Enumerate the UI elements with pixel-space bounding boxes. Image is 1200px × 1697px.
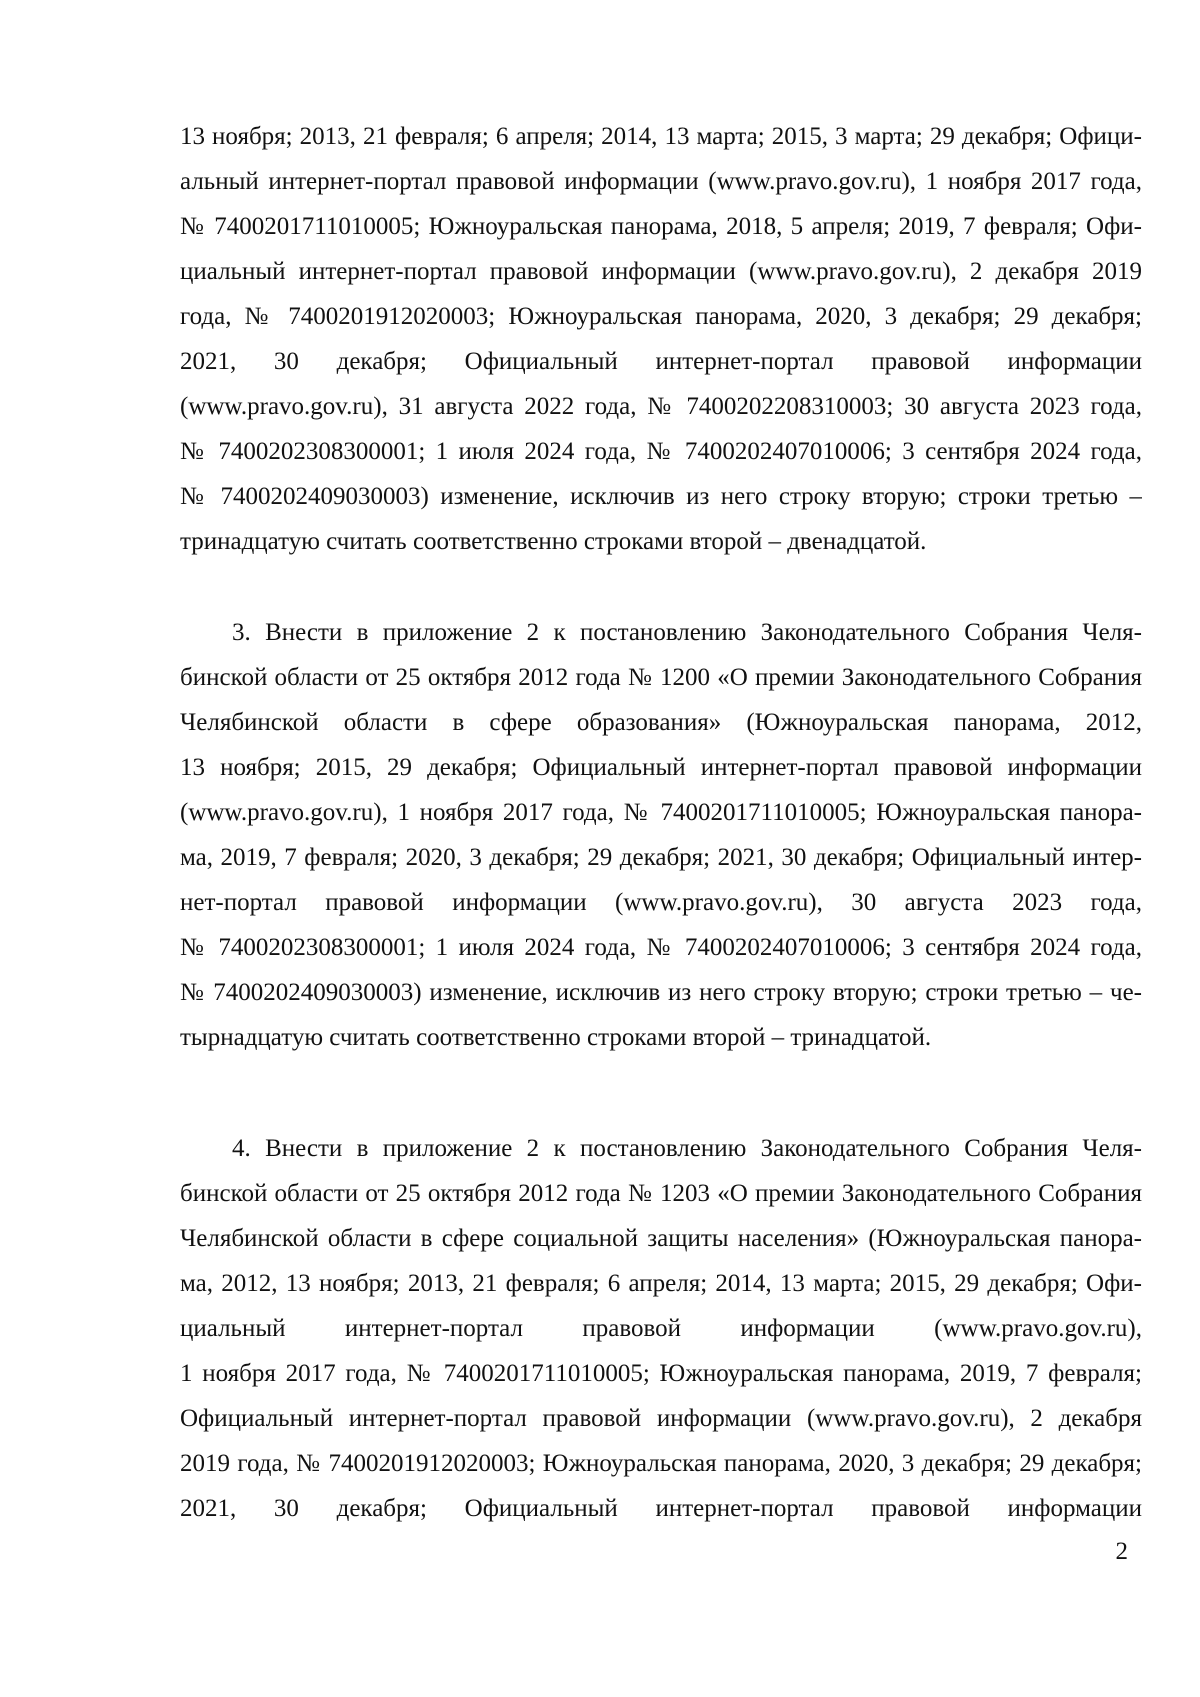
text-line: 4. Внести в приложение 2 к постановлению Законодательного Собрания Челя- <box>232 1135 1142 1162</box>
paragraph-3 <box>180 610 1142 1060</box>
text-line: 2021, 30 декабря; Официальный интернет-портал правовой информации <box>180 1495 1142 1522</box>
text-line: циальный интернет-портал правовой информации (www.pravo.gov.ru), 2 декабря 2019 <box>180 258 1142 285</box>
text-line: альный интернет-портал правовой информации (www.pravo.gov.ru), 1 ноября 2017 года, <box>180 168 1142 195</box>
text-line: № 7400202409030003) изменение, исключив из него строку вторую; строки третью – че- <box>180 979 1142 1006</box>
text-line: № 7400202308300001; 1 июля 2024 года, № 7400202407010006; 3 сентября 2024 года, <box>180 934 1142 961</box>
text-line: 13 ноября; 2015, 29 декабря; Официальный интернет-портал правовой информации <box>180 754 1142 781</box>
page-number: 2 <box>1115 1538 1128 1565</box>
paragraph-continuation <box>180 114 1142 564</box>
text-line: (www.pravo.gov.ru), 1 ноября 2017 года, № 7400201711010005; Южноуральская панора- <box>180 799 1142 826</box>
text-line: № 7400201711010005; Южноуральская панорама, 2018, 5 апреля; 2019, 7 февраля; Офи- <box>180 213 1142 240</box>
text-line: Официальный интернет-портал правовой информации (www.pravo.gov.ru), 2 декабря <box>180 1405 1142 1432</box>
text-line: года, № 7400201912020003; Южноуральская панорама, 2020, 3 декабря; 29 декабря; <box>180 303 1142 330</box>
text-line: бинской области от 25 октября 2012 года № 1203 «О премии Законодательного Собрания <box>180 1180 1142 1207</box>
text-line: 1 ноября 2017 года, № 7400201711010005; Южноуральская панорама, 2019, 7 февраля; <box>180 1360 1142 1387</box>
text-line: Челябинской области в сфере социальной защиты населения» (Южноуральская панора- <box>180 1225 1142 1252</box>
paragraph-4 <box>180 1126 1142 1531</box>
text-line: 2021, 30 декабря; Официальный интернет-портал правовой информации <box>180 348 1142 375</box>
text-line: 3. Внести в приложение 2 к постановлению Законодательного Собрания Челя- <box>232 619 1142 646</box>
text-line: 13 ноября; 2013, 21 февраля; 6 апреля; 2014, 13 марта; 2015, 3 марта; 29 декабря; Офици- <box>180 123 1142 150</box>
text-line: тринадцатую считать соответственно строками второй – двенадцатой. <box>180 528 927 555</box>
text-line: № 7400202308300001; 1 июля 2024 года, № 7400202407010006; 3 сентября 2024 года, <box>180 438 1142 465</box>
text-line: ма, 2012, 13 ноября; 2013, 21 февраля; 6 апреля; 2014, 13 марта; 2015, 29 декабря; Офи- <box>180 1270 1142 1297</box>
text-line: Челябинской области в сфере образования» (Южноуральская панорама, 2012, <box>180 709 1142 736</box>
text-line: нет-портал правовой информации (www.pravo.gov.ru), 30 августа 2023 года, <box>180 889 1142 916</box>
text-line: № 7400202409030003) изменение, исключив из него строку вторую; строки третью – <box>180 483 1142 510</box>
text-line: ма, 2019, 7 февраля; 2020, 3 декабря; 29 декабря; 2021, 30 декабря; Официальный интер- <box>180 844 1142 871</box>
text-line: тырнадцатую считать соответственно строками второй – тринадцатой. <box>180 1024 932 1051</box>
text-line: 2019 года, № 7400201912020003; Южноуральская панорама, 2020, 3 декабря; 29 декабря; <box>180 1450 1142 1477</box>
text-line: (www.pravo.gov.ru), 31 августа 2022 года, № 7400202208310003; 30 августа 2023 года, <box>180 393 1142 420</box>
text-line: бинской области от 25 октября 2012 года № 1200 «О премии Законодательного Собрания <box>180 664 1142 691</box>
text-line: циальный интернет-портал правовой информации (www.pravo.gov.ru), <box>180 1315 1142 1342</box>
